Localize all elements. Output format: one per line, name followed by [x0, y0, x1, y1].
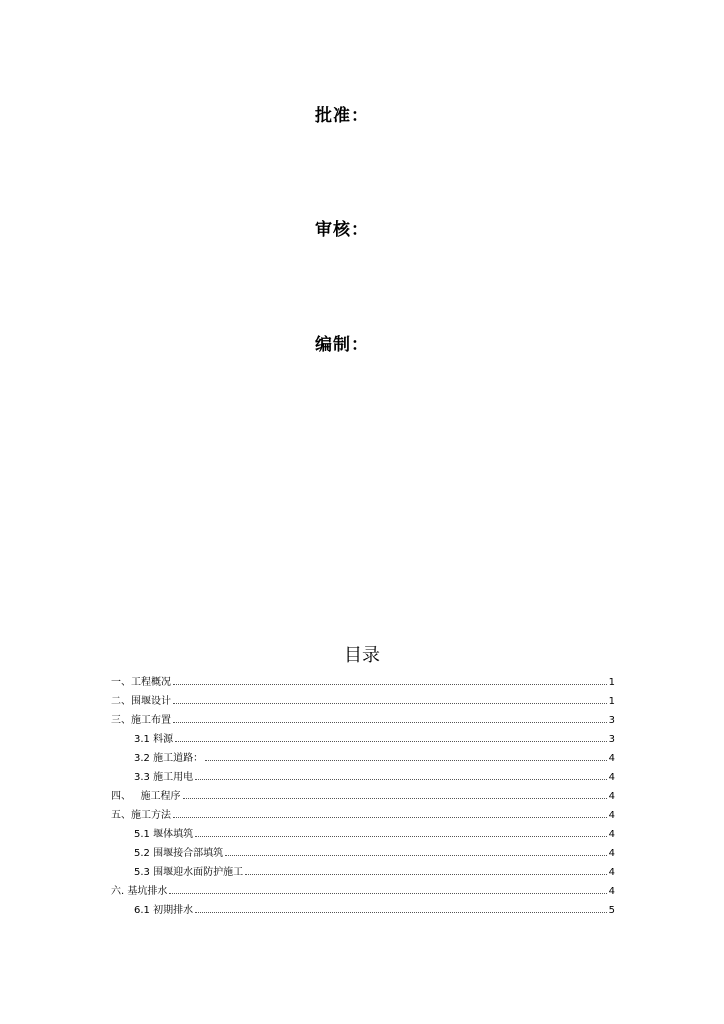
toc-entry-text: 六. 基坑排水 — [111, 886, 168, 897]
toc-page-number: 4 — [608, 810, 615, 821]
toc-dot-leader — [183, 798, 607, 799]
toc-entry[interactable] — [111, 749, 615, 768]
toc-page-number: 5 — [608, 905, 615, 916]
toc-entry[interactable] — [111, 730, 615, 749]
toc-dot-leader — [195, 912, 607, 913]
toc-page-number: 4 — [608, 791, 615, 802]
prepare-signature-label: 编制： — [315, 335, 369, 355]
toc-entry[interactable] — [111, 673, 615, 692]
toc-dot-leader — [173, 817, 607, 818]
toc-page-number: 4 — [608, 867, 615, 878]
toc-dot-leader — [245, 874, 607, 875]
table-of-contents — [111, 673, 615, 920]
toc-page-number: 4 — [608, 829, 615, 840]
toc-entry-text: 3.2 施工道路： — [134, 753, 204, 764]
toc-dot-leader — [195, 836, 607, 837]
toc-page-number: 3 — [608, 715, 615, 726]
toc-dot-leader — [173, 722, 607, 723]
toc-entry[interactable] — [111, 825, 615, 844]
toc-entry[interactable] — [111, 787, 615, 806]
toc-entry-text: 三、施工布置 — [111, 715, 171, 726]
toc-entry[interactable] — [111, 806, 615, 825]
toc-dot-leader — [173, 684, 607, 685]
toc-entry[interactable] — [111, 882, 615, 901]
toc-page-number: 1 — [608, 696, 615, 707]
toc-page-number: 4 — [608, 753, 615, 764]
toc-entry[interactable] — [111, 901, 615, 920]
approve-signature-label: 批准： — [315, 106, 369, 126]
toc-entry-text: 四、 施工程序 — [111, 791, 181, 802]
toc-entry[interactable] — [111, 692, 615, 711]
toc-dot-leader — [175, 741, 607, 742]
toc-entry[interactable] — [111, 863, 615, 882]
toc-dot-leader — [169, 893, 606, 894]
toc-entry-text: 3.3 施工用电 — [134, 772, 194, 783]
toc-entry-text: 5.2 围堰接合部填筑 — [134, 848, 224, 859]
toc-entry[interactable] — [111, 844, 615, 863]
toc-page-number: 4 — [608, 886, 615, 897]
toc-entry-text: 一、工程概况 — [111, 677, 171, 688]
toc-page-number: 4 — [608, 772, 615, 783]
toc-entry-text: 五、施工方法 — [111, 810, 171, 821]
toc-dot-leader — [225, 855, 607, 856]
toc-entry[interactable] — [111, 711, 615, 730]
toc-title: 目录 — [344, 645, 380, 666]
toc-dot-leader — [205, 760, 607, 761]
toc-entry-text: 3.1 料源 — [134, 734, 174, 745]
toc-entry-text: 5.1 堰体填筑 — [134, 829, 194, 840]
toc-page-number: 3 — [608, 734, 615, 745]
toc-dot-leader — [173, 703, 607, 704]
toc-entry-text: 5.3 围堰迎水面防护施工 — [134, 867, 244, 878]
toc-dot-leader — [195, 779, 607, 780]
toc-entry-text: 6.1 初期排水 — [134, 905, 194, 916]
toc-entry-text: 二、围堰设计 — [111, 696, 171, 707]
toc-page-number: 1 — [608, 677, 615, 688]
review-signature-label: 审核： — [315, 220, 369, 240]
toc-entry[interactable] — [111, 768, 615, 787]
toc-page-number: 4 — [608, 848, 615, 859]
